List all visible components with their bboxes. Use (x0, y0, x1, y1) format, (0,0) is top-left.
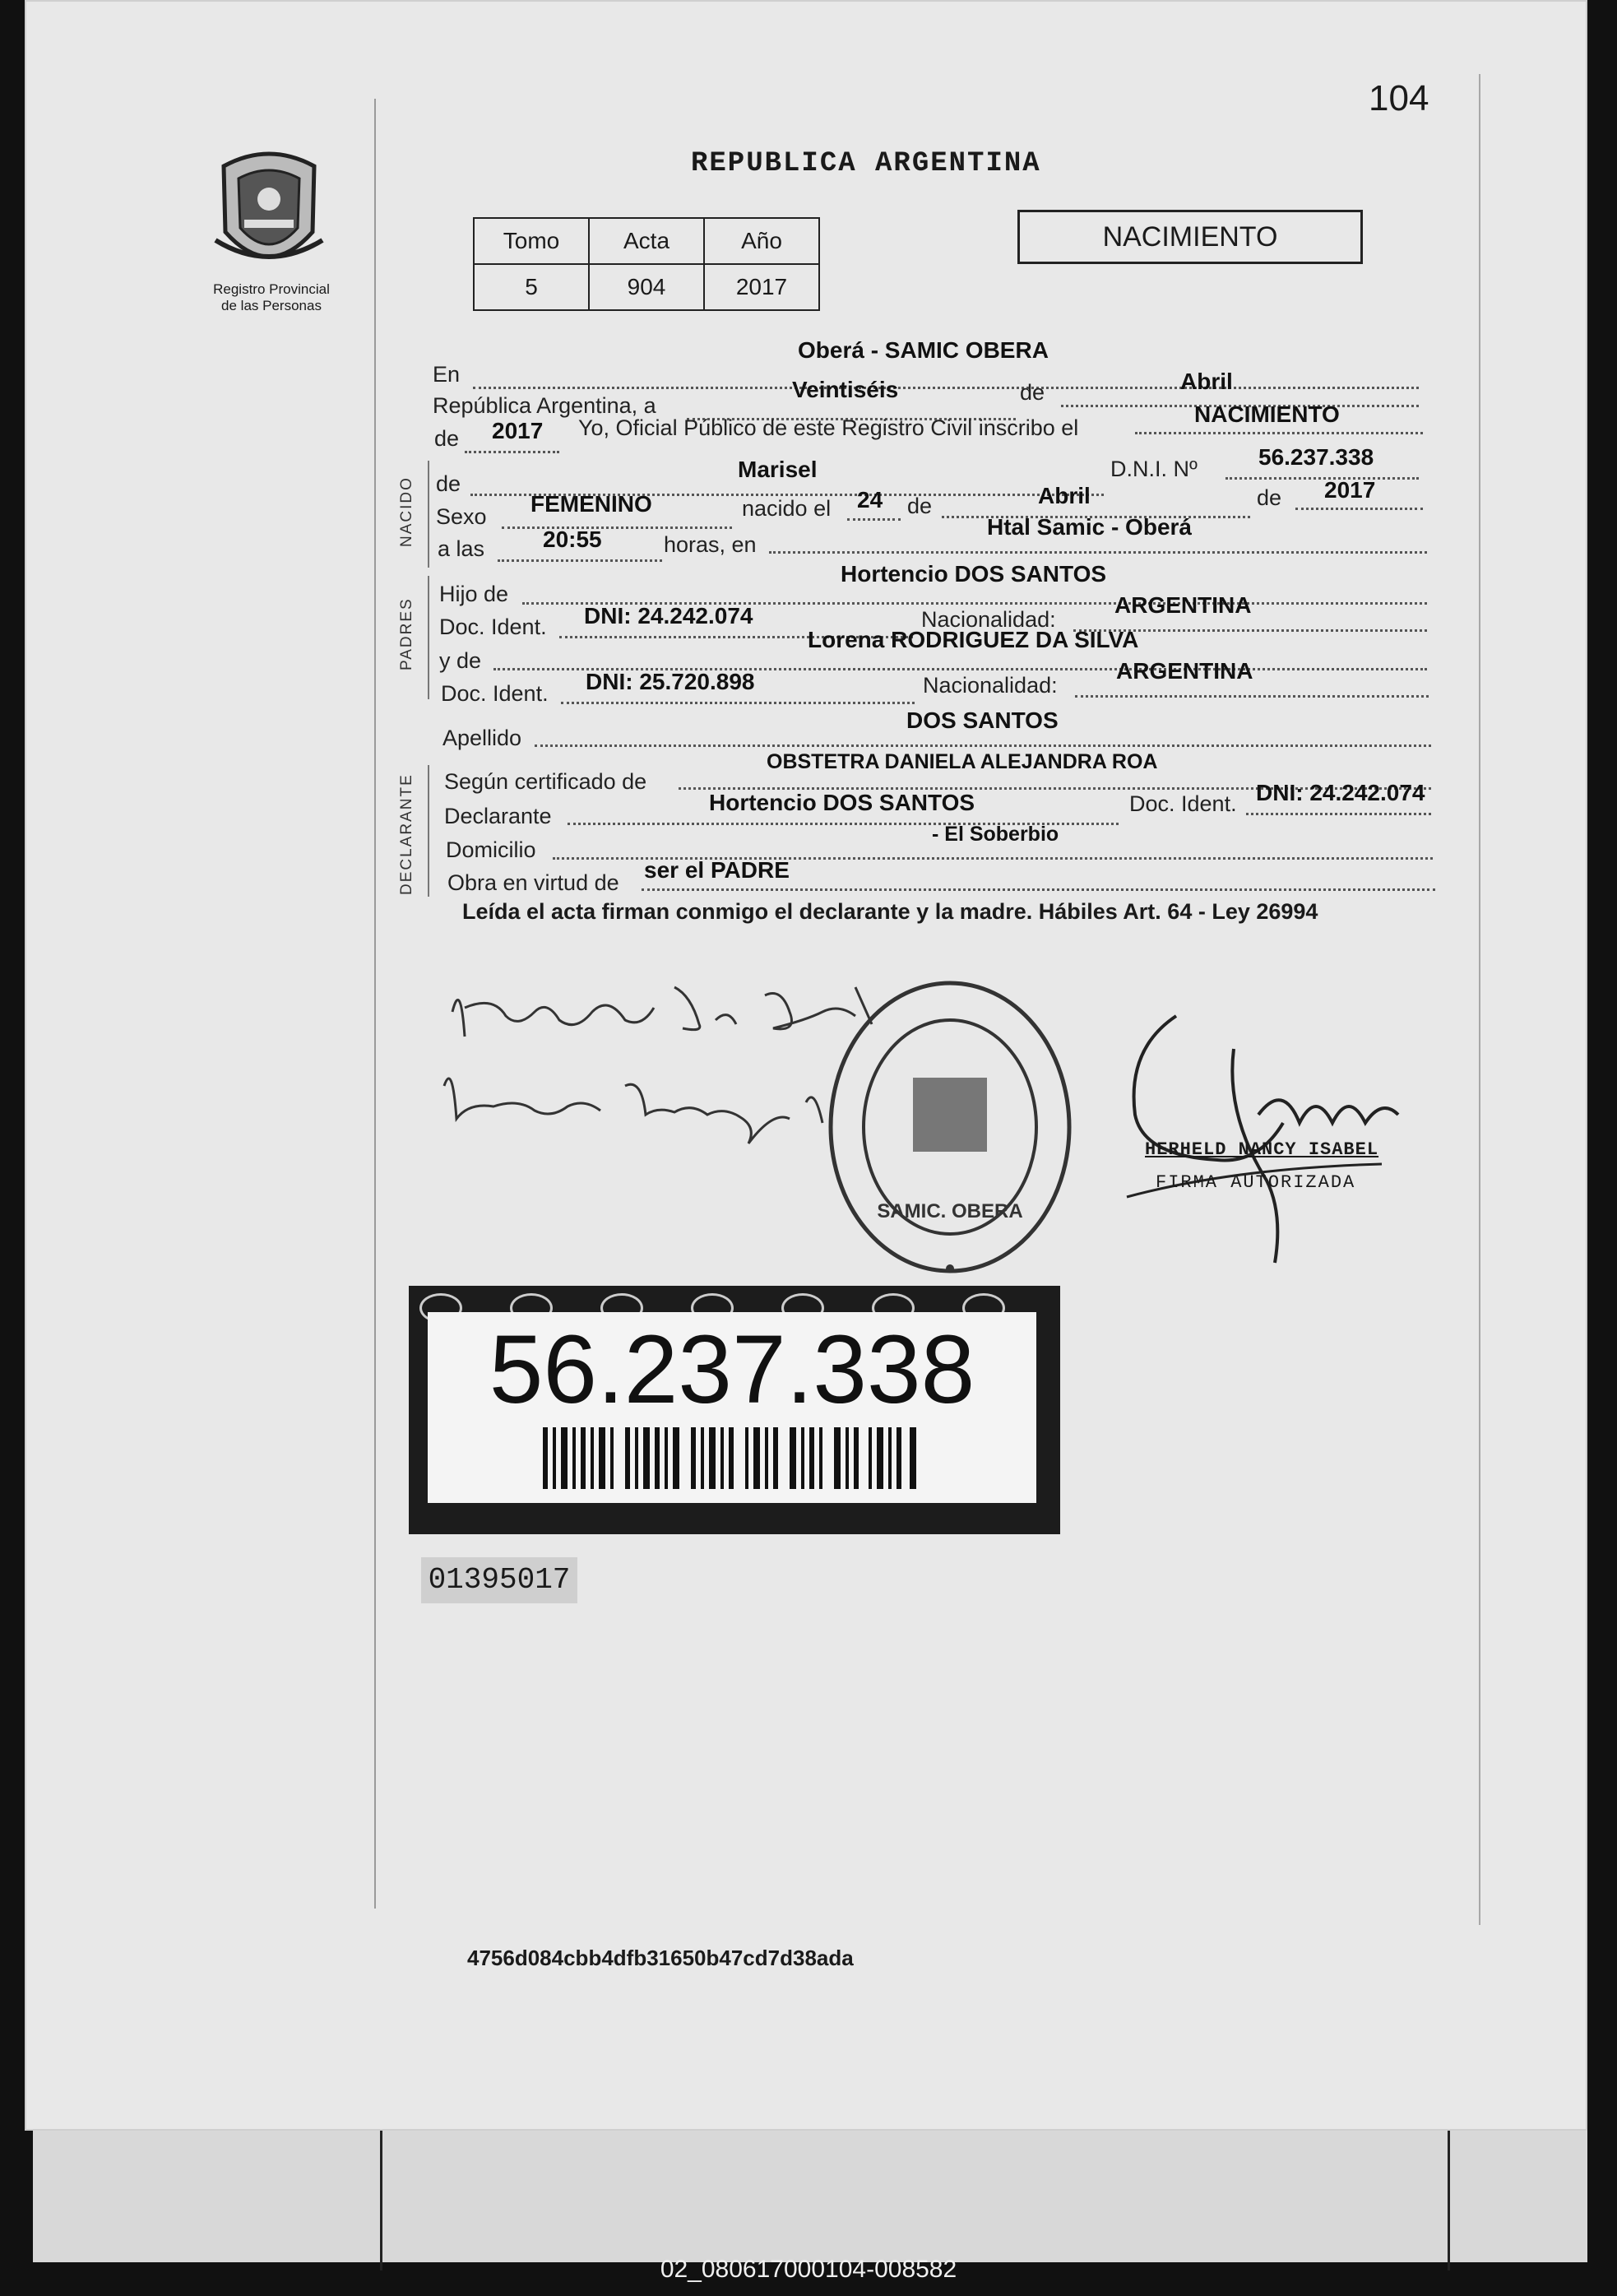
underlying-page-line (380, 2131, 382, 2270)
value-sexo: FEMENINO (531, 491, 652, 517)
value-time: 20:55 (543, 526, 602, 552)
ref-header-tomo: Tomo (474, 218, 589, 264)
emblem-caption (185, 281, 358, 314)
ref-header-acta: Acta (589, 218, 704, 264)
dotted-line (561, 702, 915, 704)
label-de-year: de (434, 426, 460, 451)
dotted-line (535, 744, 1431, 747)
stamp-number: 01395017 (421, 1557, 577, 1603)
value-day: Veintiséis (792, 377, 899, 402)
dotted-line (1135, 432, 1423, 434)
value-birth-year: 2017 (1324, 477, 1376, 503)
footer-id: 02_080617000104-008582 (660, 2256, 957, 2283)
label-doc-ident-mother: Doc. Ident. (441, 681, 549, 706)
official-name: HERHELD NANCY ISABEL (1145, 1139, 1379, 1160)
value-father-doc: DNI: 24.242.074 (584, 603, 753, 629)
barcode-number: 56.237.338 (489, 1315, 975, 1424)
inscribo-text: Yo, Oficial Público de este Registro Civil inscribo el (578, 415, 1079, 440)
dotted-line (1246, 813, 1431, 815)
closing-text: Leída el acta firman conmigo el declarante y la madre. Hábiles Art. 64 - Ley 26994 (462, 899, 1318, 924)
dotted-line (642, 888, 1435, 891)
label-obra: Obra en virtud de (447, 870, 619, 895)
value-obra: ser el PADRE (644, 857, 790, 883)
label-nacionalidad-mother: Nacionalidad: (923, 673, 1058, 698)
value-month: Abril (1180, 369, 1233, 394)
official-seal-icon (818, 971, 1082, 1300)
value-dni: 56.237.338 (1258, 444, 1374, 470)
side-bar-nacido (428, 461, 429, 568)
side-label-declarante: DECLARANTE (398, 773, 415, 895)
value-name: Marisel (738, 457, 818, 482)
dotted-line (502, 526, 732, 529)
label-doc-ident-declarante: Doc. Ident. (1129, 791, 1237, 816)
label-republica: República Argentina, a (433, 393, 656, 418)
label-de-birth-year: de (1257, 485, 1282, 510)
dotted-line (473, 387, 1419, 389)
label-dni: D.N.I. Nº (1110, 457, 1198, 481)
value-father-nationality: ARGENTINA (1114, 592, 1252, 618)
emblem-caption-line: de las Personas (221, 298, 322, 313)
label-a-las: a las (438, 536, 485, 561)
barcode-bars-icon (543, 1427, 921, 1489)
value-father: Hortencio DOS SANTOS (841, 561, 1107, 587)
value-birth-day: 24 (857, 487, 883, 513)
ref-value-tomo: 5 (474, 264, 589, 310)
margin-line (374, 99, 376, 1909)
emblem-caption-line: Registro Provincial (213, 281, 330, 297)
dotted-line (1295, 508, 1423, 510)
value-location: Oberá - SAMIC OBERA (798, 337, 1049, 363)
ref-value-ano: 2017 (704, 264, 819, 310)
side-label-padres: PADRES (398, 597, 415, 670)
ref-value-acta: 904 (589, 264, 704, 310)
label-apellido: Apellido (442, 726, 522, 750)
side-bar-declarante (428, 765, 429, 897)
value-inscribo: NACIMIENTO (1194, 401, 1340, 427)
dotted-line (1225, 477, 1419, 480)
value-mother: Lorena RODRIGUEZ DA SILVA (808, 627, 1139, 652)
right-margin-line (1479, 74, 1480, 1925)
label-de: de (1020, 380, 1045, 405)
official-signature-icon (1110, 1000, 1423, 1271)
side-bar-padres (428, 576, 429, 699)
value-apellido: DOS SANTOS (906, 707, 1059, 733)
dotted-line (498, 559, 662, 562)
label-doc-ident-father: Doc. Ident. (439, 615, 547, 639)
value-mother-nationality: ARGENTINA (1116, 658, 1253, 684)
value-segun: OBSTETRA DANIELA ALEJANDRA ROA (767, 750, 1158, 773)
dotted-line (847, 518, 901, 521)
label-segun: Según certificado de (444, 769, 647, 794)
page-number: 104 (1369, 78, 1429, 118)
official-caption: FIRMA AUTORIZADA (1156, 1172, 1356, 1193)
label-de-nacido: de (436, 471, 461, 496)
label-declarante: Declarante (444, 804, 552, 828)
label-nacionalidad-father: Nacionalidad: (921, 607, 1056, 632)
label-nacido-el: nacido el (742, 496, 832, 521)
side-label-nacido: NACIDO (398, 476, 415, 547)
document-title: REPUBLICA ARGENTINA (691, 148, 1041, 179)
label-domicilio: Domicilio (446, 837, 536, 862)
underlying-page (33, 2114, 1587, 2262)
ref-header-ano: Año (704, 218, 819, 264)
value-declarante-doc: DNI: 24.242.074 (1256, 780, 1425, 805)
label-y-de: y de (439, 648, 482, 673)
dotted-line (1075, 695, 1429, 698)
value-year: 2017 (492, 418, 544, 443)
dotted-line (769, 551, 1427, 554)
reference-table (473, 217, 820, 311)
label-sexo: Sexo (436, 504, 487, 529)
act-type-box: NACIMIENTO (1017, 210, 1363, 264)
document-hash: 4756d084cbb4dfb31650b47cd7d38ada (467, 1946, 854, 1970)
value-domicilio: - El Soberbio (932, 823, 1059, 846)
dotted-line (465, 451, 559, 453)
label-en: En (433, 362, 461, 387)
value-mother-doc: DNI: 25.720.898 (586, 669, 755, 694)
value-birth-month: Abril (1038, 483, 1091, 508)
label-hijo-de: Hijo de (439, 582, 509, 606)
province-emblem-icon (207, 141, 331, 281)
value-birth-place: Htal Samic - Oberá (987, 514, 1192, 540)
svg-text:SAMIC. OBERA: SAMIC. OBERA (877, 1200, 1023, 1222)
value-declarante: Hortencio DOS SANTOS (709, 790, 975, 815)
underlying-page-line (1448, 2131, 1450, 2270)
label-de-birth-month: de (907, 494, 933, 518)
label-horas-en: horas, en (664, 532, 757, 557)
